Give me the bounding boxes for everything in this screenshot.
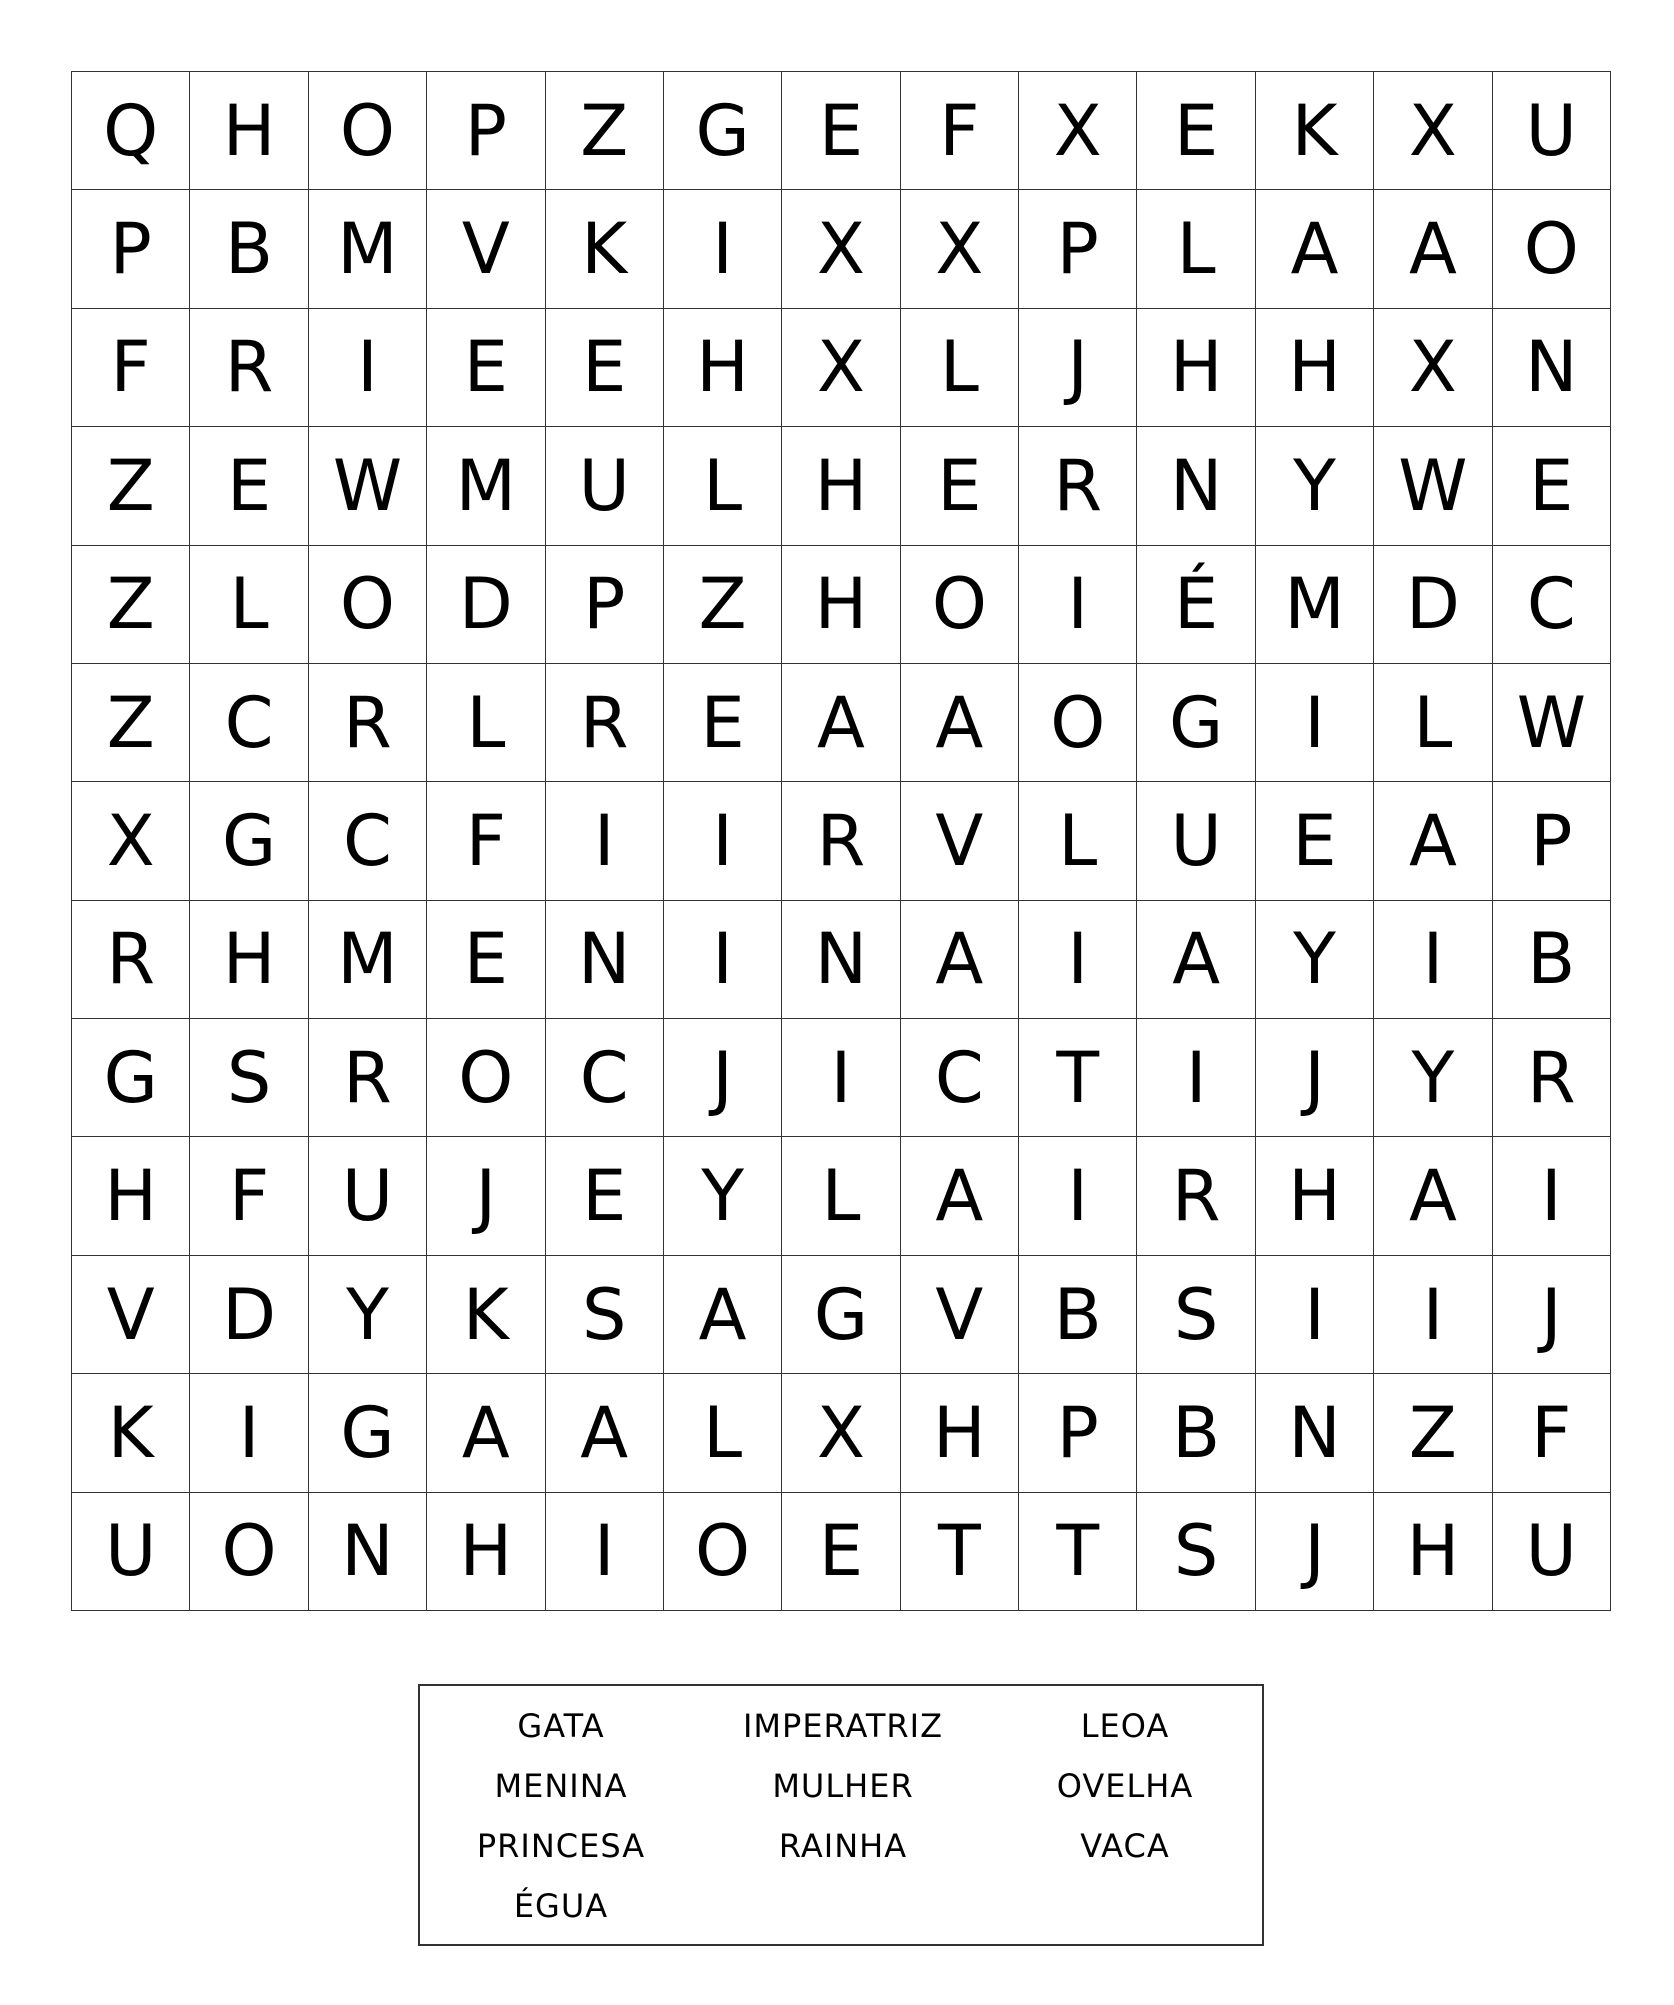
grid-cell[interactable]: H — [190, 901, 308, 1019]
grid-cell[interactable]: E — [782, 1493, 900, 1611]
grid-cell[interactable]: I — [546, 782, 664, 900]
grid-cell[interactable]: L — [1019, 782, 1137, 900]
grid-cell[interactable]: L — [1137, 190, 1255, 308]
word-list-item: ÉGUA — [513, 1887, 609, 1925]
grid-cell[interactable]: L — [664, 427, 782, 545]
grid-cell[interactable]: I — [1493, 1137, 1611, 1255]
grid-cell[interactable]: C — [1493, 546, 1611, 664]
grid-cell[interactable]: D — [427, 546, 545, 664]
grid-cell[interactable]: A — [1374, 782, 1492, 900]
grid-cell[interactable]: H — [72, 1137, 190, 1255]
grid-cell[interactable]: N — [1256, 1374, 1374, 1492]
grid-cell[interactable]: M — [309, 190, 427, 308]
grid-cell[interactable]: I — [1137, 1019, 1255, 1137]
grid-cell[interactable]: E — [1137, 72, 1255, 190]
word-list-item: VACA — [1080, 1827, 1170, 1865]
grid-cell[interactable]: Y — [309, 1256, 427, 1374]
grid-cell[interactable]: O — [427, 1019, 545, 1137]
grid-cell[interactable]: X — [782, 190, 900, 308]
grid-cell[interactable]: M — [1256, 546, 1374, 664]
grid-cell[interactable]: S — [190, 1019, 308, 1137]
grid-cell[interactable]: I — [309, 309, 427, 427]
grid-cell[interactable]: A — [1137, 901, 1255, 1019]
grid-cell[interactable]: C — [546, 1019, 664, 1137]
grid-cell[interactable]: I — [1019, 901, 1137, 1019]
grid-cell[interactable]: E — [546, 1137, 664, 1255]
grid-cell[interactable]: A — [1374, 1137, 1492, 1255]
word-list-item: MENINA — [494, 1767, 628, 1805]
grid-cell[interactable]: P — [427, 72, 545, 190]
grid-cell[interactable]: D — [1374, 546, 1492, 664]
grid-cell[interactable]: P — [1019, 1374, 1137, 1492]
grid-cell[interactable]: E — [1256, 782, 1374, 900]
grid-cell[interactable]: L — [782, 1137, 900, 1255]
grid-cell[interactable]: S — [1137, 1256, 1255, 1374]
grid-cell[interactable]: Z — [72, 546, 190, 664]
grid-cell[interactable]: O — [1019, 664, 1137, 782]
grid-cell[interactable]: J — [1256, 1493, 1374, 1611]
grid-cell[interactable]: V — [901, 1256, 1019, 1374]
grid-cell[interactable]: Y — [1256, 427, 1374, 545]
grid-cell[interactable]: L — [1374, 664, 1492, 782]
grid-cell[interactable]: G — [664, 72, 782, 190]
grid-cell[interactable]: L — [901, 309, 1019, 427]
grid-cell[interactable]: B — [1019, 1256, 1137, 1374]
grid-cell[interactable]: P — [1019, 190, 1137, 308]
grid-cell[interactable]: F — [1493, 1374, 1611, 1492]
grid-cell[interactable]: O — [190, 1493, 308, 1611]
grid-cell[interactable]: C — [901, 1019, 1019, 1137]
grid-cell[interactable]: L — [427, 664, 545, 782]
grid-cell[interactable]: I — [1256, 664, 1374, 782]
grid-cell[interactable]: O — [901, 546, 1019, 664]
grid-cell[interactable]: E — [901, 427, 1019, 545]
grid-cell[interactable]: I — [664, 782, 782, 900]
grid-cell[interactable]: G — [190, 782, 308, 900]
grid-cell[interactable]: I — [664, 190, 782, 308]
grid-cell[interactable]: X — [1374, 72, 1492, 190]
grid-cell[interactable]: Z — [72, 427, 190, 545]
grid-cell[interactable]: E — [546, 309, 664, 427]
grid-cell[interactable]: M — [309, 901, 427, 1019]
grid-cell[interactable]: Y — [664, 1137, 782, 1255]
grid-cell[interactable]: A — [901, 1137, 1019, 1255]
word-list-item: MULHER — [772, 1767, 914, 1805]
grid-cell[interactable]: R — [190, 309, 308, 427]
grid-cell[interactable]: R — [1493, 1019, 1611, 1137]
grid-cell[interactable]: P — [1493, 782, 1611, 900]
word-list — [418, 1684, 1264, 1946]
grid-cell[interactable]: E — [190, 427, 308, 545]
grid-cell[interactable]: G — [782, 1256, 900, 1374]
grid-cell[interactable]: X — [1374, 309, 1492, 427]
grid-cell[interactable]: N — [309, 1493, 427, 1611]
grid-cell[interactable]: H — [427, 1493, 545, 1611]
grid-cell[interactable]: T — [901, 1493, 1019, 1611]
grid-cell[interactable]: Z — [664, 546, 782, 664]
grid-cell[interactable]: B — [190, 190, 308, 308]
grid-cell[interactable]: H — [782, 427, 900, 545]
grid-cell[interactable]: Y — [1374, 1019, 1492, 1137]
grid-cell[interactable]: O — [309, 546, 427, 664]
grid-cell[interactable]: E — [427, 901, 545, 1019]
grid-cell[interactable]: G — [72, 1019, 190, 1137]
grid-cell[interactable]: R — [72, 901, 190, 1019]
grid-cell[interactable]: K — [1256, 72, 1374, 190]
grid-cell[interactable]: U — [72, 1493, 190, 1611]
grid-cell[interactable]: I — [782, 1019, 900, 1137]
grid-cell[interactable]: N — [1493, 309, 1611, 427]
grid-cell[interactable]: J — [1019, 309, 1137, 427]
grid-cell[interactable]: X — [782, 1374, 900, 1492]
grid-cell[interactable]: S — [546, 1256, 664, 1374]
grid-cell[interactable]: W — [309, 427, 427, 545]
grid-cell[interactable]: Z — [72, 664, 190, 782]
grid-cell[interactable]: A — [901, 664, 1019, 782]
word-list-item: GATA — [517, 1707, 605, 1745]
grid-cell[interactable]: G — [309, 1374, 427, 1492]
grid-cell[interactable]: X — [72, 782, 190, 900]
grid-cell[interactable]: F — [190, 1137, 308, 1255]
grid-cell[interactable]: M — [427, 427, 545, 545]
grid-cell[interactable]: K — [546, 190, 664, 308]
grid-cell[interactable]: B — [1137, 1374, 1255, 1492]
grid-cell[interactable]: W — [1374, 427, 1492, 545]
grid-cell[interactable]: H — [1137, 309, 1255, 427]
grid-cell[interactable]: H — [664, 309, 782, 427]
grid-cell[interactable]: H — [190, 72, 308, 190]
grid-cell[interactable]: R — [1137, 1137, 1255, 1255]
grid-cell[interactable]: B — [1493, 901, 1611, 1019]
grid-cell[interactable]: I — [1019, 1137, 1137, 1255]
grid-cell[interactable]: J — [427, 1137, 545, 1255]
grid-cell[interactable]: F — [427, 782, 545, 900]
grid-cell[interactable]: A — [427, 1374, 545, 1492]
grid-cell[interactable]: Z — [546, 72, 664, 190]
grid-cell[interactable]: F — [72, 309, 190, 427]
grid-cell[interactable]: R — [309, 664, 427, 782]
grid-cell[interactable]: U — [1493, 72, 1611, 190]
grid-cell[interactable]: J — [1256, 1019, 1374, 1137]
grid-cell[interactable]: Z — [1374, 1374, 1492, 1492]
grid-cell[interactable]: C — [190, 664, 308, 782]
grid-cell[interactable]: L — [190, 546, 308, 664]
grid-cell[interactable]: H — [1256, 309, 1374, 427]
grid-cell[interactable]: U — [309, 1137, 427, 1255]
grid-cell[interactable]: A — [1256, 190, 1374, 308]
grid-cell[interactable]: O — [664, 1493, 782, 1611]
grid-cell[interactable]: A — [901, 901, 1019, 1019]
grid-cell[interactable]: X — [782, 309, 900, 427]
grid-cell[interactable]: J — [664, 1019, 782, 1137]
grid-cell[interactable]: T — [1019, 1493, 1137, 1611]
grid-cell[interactable]: E — [664, 664, 782, 782]
word-list-item: OVELHA — [1056, 1767, 1194, 1805]
grid-cell[interactable]: I — [1374, 901, 1492, 1019]
word-list-item: PRINCESA — [476, 1827, 646, 1865]
grid-cell[interactable]: I — [664, 901, 782, 1019]
grid-cell[interactable]: V — [72, 1256, 190, 1374]
grid-cell[interactable]: X — [901, 190, 1019, 308]
grid-cell[interactable]: E — [427, 309, 545, 427]
grid-cell[interactable]: O — [309, 72, 427, 190]
grid-cell[interactable]: U — [1493, 1493, 1611, 1611]
grid-cell[interactable]: U — [1137, 782, 1255, 900]
grid-cell[interactable]: E — [782, 72, 900, 190]
grid-cell[interactable]: W — [1493, 664, 1611, 782]
grid-cell[interactable]: A — [546, 1374, 664, 1492]
grid-cell[interactable]: N — [546, 901, 664, 1019]
word-list-item: LEOA — [1080, 1707, 1170, 1745]
grid-cell[interactable]: V — [427, 190, 545, 308]
grid-cell[interactable]: N — [782, 901, 900, 1019]
grid-cell[interactable]: I — [1019, 546, 1137, 664]
grid-cell[interactable]: A — [782, 664, 900, 782]
grid-cell[interactable]: I — [546, 1493, 664, 1611]
grid-cell[interactable]: C — [309, 782, 427, 900]
grid-cell[interactable]: R — [1019, 427, 1137, 545]
word-list-item: IMPERATRIZ — [742, 1707, 944, 1745]
grid-cell[interactable]: S — [1137, 1493, 1255, 1611]
grid-cell[interactable]: O — [1493, 190, 1611, 308]
grid-cell[interactable]: R — [309, 1019, 427, 1137]
word-list-item: RAINHA — [778, 1827, 908, 1865]
grid-cell[interactable]: X — [1019, 72, 1137, 190]
grid-cell[interactable]: D — [190, 1256, 308, 1374]
grid-cell[interactable]: E — [1493, 427, 1611, 545]
grid-cell[interactable]: É — [1137, 546, 1255, 664]
grid-cell[interactable]: T — [1019, 1019, 1137, 1137]
word-search-grid — [71, 71, 1611, 1611]
grid-cell[interactable]: H — [1256, 1137, 1374, 1255]
grid-cell[interactable]: L — [664, 1374, 782, 1492]
grid-cell[interactable]: N — [1137, 427, 1255, 545]
grid-cell[interactable]: H — [1374, 1493, 1492, 1611]
grid-cell[interactable]: G — [1137, 664, 1255, 782]
grid-cell[interactable]: I — [1374, 1256, 1492, 1374]
grid-cell[interactable]: A — [1374, 190, 1492, 308]
grid-cell[interactable]: J — [1493, 1256, 1611, 1374]
grid-cell[interactable]: K — [72, 1374, 190, 1492]
grid-cell[interactable]: H — [782, 546, 900, 664]
grid-cell[interactable]: V — [901, 782, 1019, 900]
grid-cell[interactable]: R — [782, 782, 900, 900]
grid-cell[interactable]: Y — [1256, 901, 1374, 1019]
grid-cell[interactable]: P — [72, 190, 190, 308]
grid-cell[interactable]: R — [546, 664, 664, 782]
grid-cell[interactable]: I — [190, 1374, 308, 1492]
grid-cell[interactable]: K — [427, 1256, 545, 1374]
grid-cell[interactable]: U — [546, 427, 664, 545]
grid-cell[interactable]: I — [1256, 1256, 1374, 1374]
grid-cell[interactable]: P — [546, 546, 664, 664]
grid-cell[interactable]: F — [901, 72, 1019, 190]
grid-cell[interactable]: A — [664, 1256, 782, 1374]
grid-cell[interactable]: H — [901, 1374, 1019, 1492]
grid-cell[interactable]: Q — [72, 72, 190, 190]
